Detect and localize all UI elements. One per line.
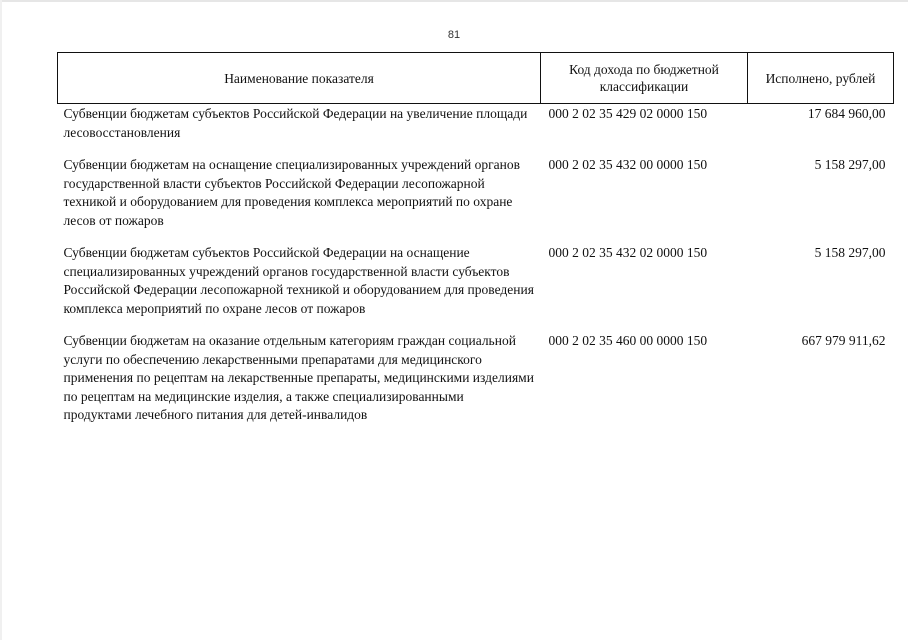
row-revenue-code: 000 2 02 35 432 00 0000 150 — [548, 157, 708, 172]
header-executed-amount: Исполнено, рублей — [748, 53, 894, 104]
row-indicator-name: Субвенции бюджетам на оказание отдельным категориям граждан социальной услуги по обеспечению лекарственными препаратами для медицинского применения по рецептам на лекарственные препараты, медицинскими изделиями по рецептам на медицинские изделия, а также специализированными продуктами лечебного питания для детей-инвалидов — [63, 333, 534, 422]
table-row — [58, 332, 894, 425]
row-executed-amount: 667 979 911,62 — [801, 333, 886, 348]
header-indicator-name: Наименование показателя — [58, 53, 541, 104]
row-indicator-name: Субвенции бюджетам субъектов Российской Федерации на увеличение площади лесовосстановления — [63, 106, 528, 140]
row-indicator-name: Субвенции бюджетам субъектов Российской Федерации на оснащение специализированных учреждений органов государственной власти субъектов Российской Федерации лесопожарной техникой и оборудованием для проведения комплекса мероприятий по охране лесов от пожаров — [63, 245, 534, 316]
row-executed-amount: 5 158 297,00 — [814, 157, 886, 172]
row-revenue-code: 000 2 02 35 429 02 0000 150 — [548, 106, 708, 121]
table-row — [58, 156, 894, 244]
scan-edge-top — [0, 0, 908, 2]
budget-report-table — [57, 52, 894, 425]
row-revenue-code: 000 2 02 35 460 00 0000 150 — [548, 333, 708, 348]
table-row — [58, 104, 894, 157]
page-number: 81 — [447, 29, 461, 41]
row-executed-amount: 5 158 297,00 — [814, 245, 886, 260]
row-revenue-code: 000 2 02 35 432 02 0000 150 — [548, 245, 708, 260]
table-row — [58, 244, 894, 332]
table-header-row — [58, 53, 894, 104]
row-indicator-name: Субвенции бюджетам на оснащение специализированных учреждений органов государственной власти субъектов Российской Федерации лесопожарной техникой и оборудованием для проведения комплекса мероприятий по охране лесов от пожаров — [63, 157, 521, 228]
row-executed-amount: 17 684 960,00 — [807, 106, 886, 121]
header-revenue-code: Код дохода по бюджетной классификации — [541, 53, 748, 104]
scan-edge-left — [0, 0, 2, 640]
